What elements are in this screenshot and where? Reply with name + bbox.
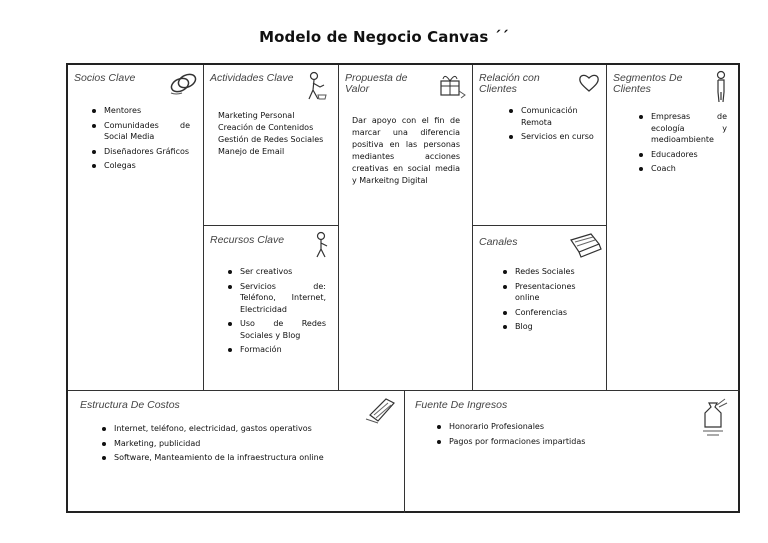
actividades-clave-block (204, 65, 338, 225)
list-item: Formación (226, 344, 326, 356)
list-item: Software, Manteamiento de la infraestructura online (100, 452, 400, 464)
list-item: Presentaciones online (501, 281, 601, 304)
canales-block (473, 226, 606, 390)
list-item: Manejo de Email (218, 147, 285, 156)
list-item: Creación de Contenidos (218, 123, 314, 132)
fuente-ingresos-list (435, 421, 675, 450)
list-item: Uso de Redes Sociales y Blog (226, 318, 326, 341)
list-item: Honorario Profesionales (435, 421, 675, 433)
segmentos-clientes-title: Segmentos De Clientes (613, 72, 683, 95)
recursos-clave-title: Recursos Clave (210, 234, 285, 246)
recursos-clave-list (226, 266, 326, 359)
propuesta-valor-title: Propuesta de Valor (345, 72, 408, 95)
actividades-clave-title: Actividades Clave (210, 72, 294, 84)
list-item: Servicios de: Teléfono, Internet, Electricidad (226, 281, 326, 316)
list-item: Marketing, publicidad (100, 438, 400, 450)
list-item: Comunicación Remota (507, 105, 602, 128)
socios-clave-list (90, 105, 190, 175)
propuesta-valor-text: Dar apoyo con el fin de marcar una diferencia positiva en las personas mediantes acciones creativas en social media y Markeitng Digital (352, 116, 460, 185)
fuente-ingresos-title: Fuente De Ingresos (415, 399, 508, 411)
canales-title: Canales (479, 236, 518, 248)
worker-icon (304, 71, 328, 101)
worker-icon (312, 231, 332, 259)
truck-icon (567, 230, 603, 260)
estructura-costos-list (100, 423, 400, 467)
relacion-clientes-list (507, 105, 602, 146)
canales-list (501, 266, 601, 336)
relacion-clientes-block (473, 65, 606, 225)
money-bag-icon (697, 395, 731, 437)
estructura-costos-title: Estructura De Costos (80, 399, 180, 411)
list-item: Marketing Personal (218, 111, 295, 120)
list-item: Diseñadores Gráficos (90, 146, 190, 158)
list-item: Servicios en curso (507, 131, 602, 143)
page-title: Modelo de Negocio Canvas ´´ (259, 28, 509, 46)
list-item: Empresas de ecología y medioambiente (637, 111, 727, 146)
gift-icon (437, 71, 467, 99)
socios-clave-block (68, 65, 203, 390)
recursos-clave-block (204, 226, 338, 390)
list-item: Gestión de Redes Sociales (218, 135, 324, 144)
list-item: Comunidades de Social Media (90, 120, 190, 143)
list-item: Pagos por formaciones impartidas (435, 436, 675, 448)
chain-link-icon (168, 71, 198, 97)
list-item: Redes Sociales (501, 266, 601, 278)
estructura-costos-block (68, 391, 404, 513)
list-item: Internet, teléfono, electricidad, gastos operativos (100, 423, 400, 435)
socios-clave-title: Socios Clave (74, 72, 136, 84)
price-tag-icon (364, 395, 398, 425)
business-model-canvas (66, 63, 740, 513)
list-item: Mentores (90, 105, 190, 117)
propuesta-valor-block (339, 65, 472, 390)
heart-icon (578, 73, 600, 93)
fuente-ingresos-block (405, 391, 740, 513)
relacion-clientes-title: Relación con Clientes (479, 72, 540, 95)
list-item: Coach (637, 163, 727, 175)
segmentos-clientes-block (607, 65, 740, 390)
person-icon (713, 70, 729, 104)
segmentos-clientes-list (637, 111, 727, 178)
list-item: Conferencias (501, 307, 601, 319)
list-item: Ser creativos (226, 266, 326, 278)
list-item: Blog (501, 321, 601, 333)
list-item: Colegas (90, 160, 190, 172)
actividades-clave-list (218, 110, 333, 158)
list-item: Educadores (637, 149, 727, 161)
